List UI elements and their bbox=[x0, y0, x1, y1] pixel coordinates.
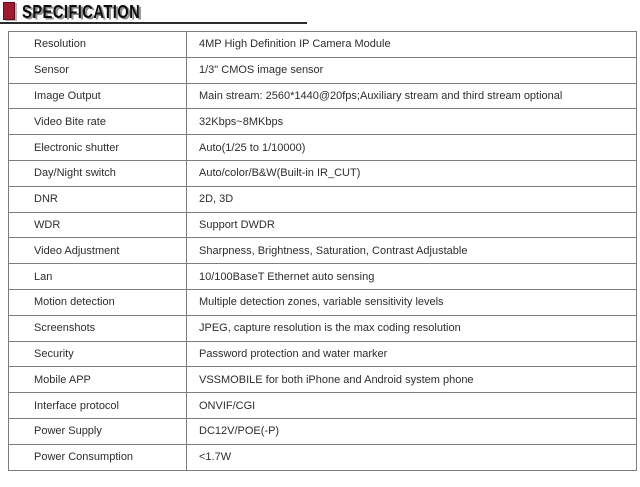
spec-label: Security bbox=[9, 341, 187, 367]
table-row bbox=[9, 418, 637, 444]
spec-label: Electronic shutter bbox=[9, 135, 187, 161]
spec-label: DNR bbox=[9, 186, 187, 212]
table-row bbox=[9, 57, 637, 83]
spec-value: ONVIF/CGI bbox=[187, 393, 637, 419]
spec-value: Support DWDR bbox=[187, 212, 637, 238]
spec-label: Sensor bbox=[9, 57, 187, 83]
table-row bbox=[9, 160, 637, 186]
spec-value: Auto(1/25 to 1/10000) bbox=[187, 135, 637, 161]
spec-value: 1/3" CMOS image sensor bbox=[187, 57, 637, 83]
spec-label: Mobile APP bbox=[9, 367, 187, 393]
spec-label: Resolution bbox=[9, 32, 187, 58]
spec-label: Day/Night switch bbox=[9, 160, 187, 186]
spec-label: Power Consumption bbox=[9, 444, 187, 470]
table-row bbox=[9, 444, 637, 470]
spec-value: JPEG, capture resolution is the max coding resolution bbox=[187, 315, 637, 341]
spec-label: Lan bbox=[9, 264, 187, 290]
spec-value: Auto/color/B&W(Built-in IR_CUT) bbox=[187, 160, 637, 186]
spec-value: Password protection and water marker bbox=[187, 341, 637, 367]
table-row bbox=[9, 238, 637, 264]
spec-value: 32Kbps~8MKbps bbox=[187, 109, 637, 135]
spec-value: Sharpness, Brightness, Saturation, Contrast Adjustable bbox=[187, 238, 637, 264]
table-row bbox=[9, 315, 637, 341]
spec-value: VSSMOBILE for both iPhone and Android system phone bbox=[187, 367, 637, 393]
section-title: SPECIFICATION bbox=[22, 1, 141, 22]
spec-value: <1.7W bbox=[187, 444, 637, 470]
spec-table bbox=[8, 31, 637, 471]
spec-value: DC12V/POE(-P) bbox=[187, 418, 637, 444]
spec-value: 2D, 3D bbox=[187, 186, 637, 212]
section-header bbox=[0, 0, 640, 30]
table-row bbox=[9, 212, 637, 238]
table-row bbox=[9, 264, 637, 290]
spec-label: Video Adjustment bbox=[9, 238, 187, 264]
spec-label: Video Bite rate bbox=[9, 109, 187, 135]
spec-label: Motion detection bbox=[9, 289, 187, 315]
table-row bbox=[9, 289, 637, 315]
spec-table-body bbox=[9, 32, 637, 471]
spec-label: Power Supply bbox=[9, 418, 187, 444]
spec-label: Screenshots bbox=[9, 315, 187, 341]
spec-value: 10/100BaseT Ethernet auto sensing bbox=[187, 264, 637, 290]
table-row bbox=[9, 341, 637, 367]
spec-value: 4MP High Definition IP Camera Module bbox=[187, 32, 637, 58]
table-row bbox=[9, 186, 637, 212]
spec-label: WDR bbox=[9, 212, 187, 238]
header-underline bbox=[0, 22, 307, 24]
table-row bbox=[9, 393, 637, 419]
spec-value: Multiple detection zones, variable sensitivity levels bbox=[187, 289, 637, 315]
table-row bbox=[9, 109, 637, 135]
spec-value: Main stream: 2560*1440@20fps;Auxiliary stream and third stream optional bbox=[187, 83, 637, 109]
spec-label: Image Output bbox=[9, 83, 187, 109]
table-row bbox=[9, 83, 637, 109]
table-row bbox=[9, 367, 637, 393]
table-row bbox=[9, 32, 637, 58]
table-row bbox=[9, 135, 637, 161]
spec-label: Interface protocol bbox=[9, 393, 187, 419]
red-bullet-icon bbox=[3, 2, 15, 20]
